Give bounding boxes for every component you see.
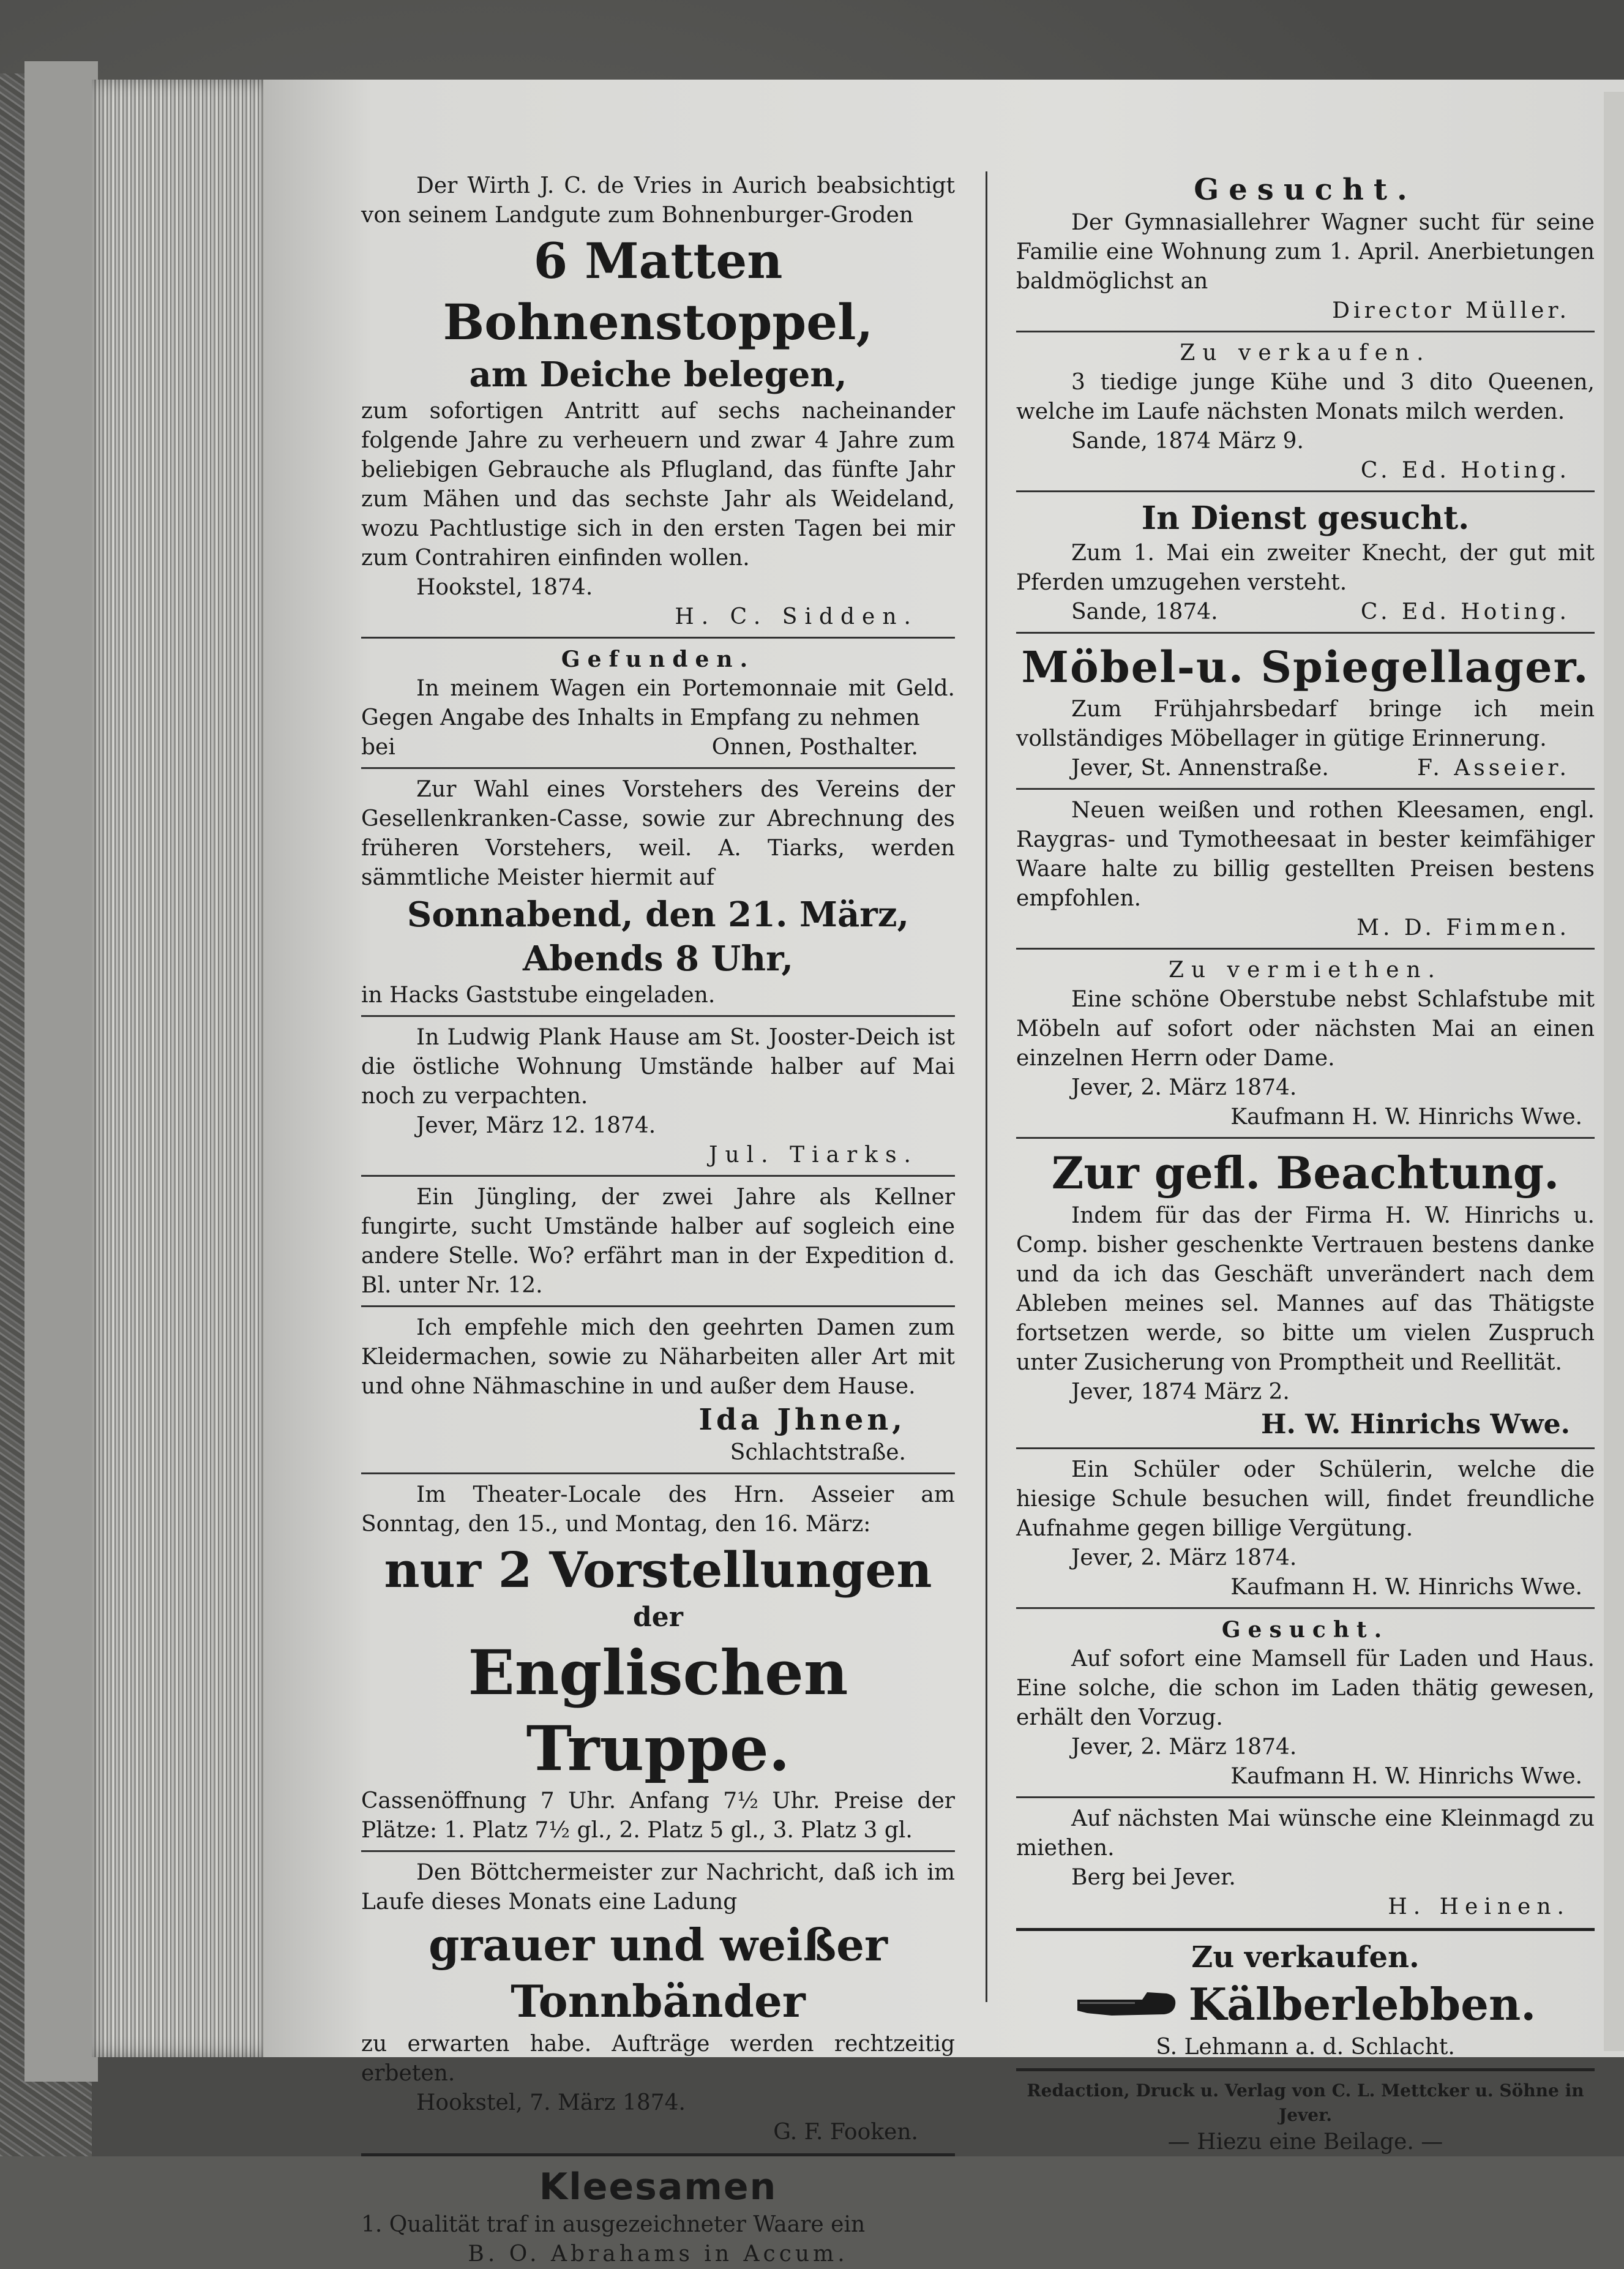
ad-kellner — [361, 1183, 955, 1300]
ad-body: In meinem Wagen ein Portemonnaie mit Geld. Gegen Angabe des Inhalts in Empfang zu nehmen — [361, 676, 955, 730]
ad-place-date: Hookstel, 1874. — [416, 575, 593, 600]
ad-body: Eine schöne Oberstube nebst Schlafstube mit Möbeln auf sofort oder nächsten Mai an einen einzelnen Herrn oder Dame. — [1016, 987, 1595, 1071]
page-stack-edge — [92, 80, 275, 2057]
supplement-note: — Hiezu eine Beilage. — — [1167, 2129, 1443, 2155]
ad-heading: Zu verkaufen. — [1191, 1940, 1420, 1975]
left-column — [361, 171, 955, 2269]
ad-signature: G. F. Fooken. — [773, 2120, 918, 2145]
ad-separator — [1016, 490, 1595, 492]
ad-body-2: zu erwarten habe. Aufträge werden rechtzeitig erbeten. — [361, 2031, 955, 2086]
ad-heading: In Dienst gesucht. — [1141, 500, 1470, 537]
ad-place-date: Jever, St. Annenstraße. — [1071, 756, 1329, 781]
ad-heading: Gesucht. — [1221, 1617, 1390, 1643]
ad-separator — [1016, 1796, 1595, 1798]
ad-separator — [361, 1472, 955, 1474]
ad-signature: S. Lehmann a. d. Schlacht. — [1156, 2035, 1455, 2060]
ad-separator — [1016, 331, 1595, 332]
ad-body: Auf nächsten Mai wünsche eine Kleinmagd zu miethen. — [1016, 1806, 1595, 1861]
ad-place-date: Berg bei Jever. — [1071, 1865, 1236, 1890]
ad-heading: Gefunden. — [561, 647, 755, 672]
ad-body: 3 tiedige junge Kühe und 3 dito Queenen, welche im Laufe nächsten Monats milch werden. — [1016, 370, 1595, 424]
ad-place-date: Hookstel, 7. März 1874. — [416, 2090, 686, 2115]
ad-subheadline: Tonnbänder — [511, 1975, 806, 2027]
ad-gesucht-wohnung — [1016, 171, 1595, 326]
ad-tonnbaender — [361, 1858, 955, 2147]
ad-intro: Der Wirth J. C. de Vries in Aurich beabsichtigt von seinem Landgute zum Bohnenburger-Groden — [361, 173, 955, 228]
ad-schueler — [1016, 1455, 1595, 1602]
ad-headline-truppe: Englischen Truppe. — [468, 1637, 848, 1785]
ad-body: In Ludwig Plank Hause am St. Jooster-Deich ist die östliche Wohnung Umstände halber auf Mai noch zu verpachten. — [361, 1025, 955, 1109]
ad-signature: Director Müller. — [1332, 298, 1570, 323]
ad-separator — [1016, 948, 1595, 950]
ad-name: Ida Jhnen, — [698, 1403, 906, 1437]
ad-headline: grauer und weißer — [428, 1919, 888, 1971]
ad-separator — [361, 767, 955, 769]
ad-gesellenkasse — [361, 775, 955, 1010]
ad-signature: B. O. Abrahams in Accum. — [468, 2241, 848, 2267]
ad-separator — [361, 637, 955, 639]
ad-kleidermachen — [361, 1313, 955, 1468]
ad-separator — [1016, 1607, 1595, 1609]
ad-heading: Zu vermiethen. — [1168, 958, 1443, 983]
ad-subheadline: am Deiche belegen, — [469, 354, 847, 395]
ad-headline: nur 2 Vorstellungen — [384, 1541, 932, 1599]
ad-body: Zum Frühjahrsbedarf bringe ich mein vollständiges Möbellager in gütige Erinnerung. — [1016, 697, 1595, 751]
ad-headline: Kleesamen — [539, 2166, 777, 2208]
ad-signature-row — [361, 733, 955, 762]
ad-street: Schlachtstraße. — [730, 1440, 906, 1465]
ad-gefunden — [361, 645, 955, 762]
ad-place-date: Jever, 2. März 1874. — [1071, 1545, 1297, 1570]
ad-moebellager — [1016, 640, 1595, 783]
ad-separator — [361, 1175, 955, 1177]
column-divider — [986, 171, 987, 2002]
ad-wohnung-verpachten — [361, 1023, 955, 1170]
ad-signature: F. Asseier. — [1416, 756, 1570, 781]
ad-place-date: Sande, 1874. — [1071, 599, 1218, 624]
ad-signature: Kaufmann H. W. Hinrichs Wwe. — [1230, 1764, 1582, 1789]
ad-body: Ein Schüler oder Schülerin, welche die hiesige Schule besuchen will, findet freundliche Aufnahme gegen billige Vergütung. — [1016, 1457, 1595, 1541]
imprint-credit: Redaction, Druck u. Verlag von C. L. Mettcker u. Söhne in Jever. — [1027, 2080, 1584, 2125]
ad-separator — [1016, 788, 1595, 790]
ad-signature: Kaufmann H. W. Hinrichs Wwe. — [1230, 1104, 1582, 1130]
ad-place-date: Jever, 2. März 1874. — [1071, 1075, 1297, 1100]
ad-place-date: Jever, März 12. 1874. — [416, 1113, 656, 1138]
ad-separator — [1016, 1137, 1595, 1139]
page-right-edge — [1604, 92, 1624, 2051]
ad-signature: M. D. Fimmen. — [1356, 915, 1570, 940]
ad-signature: C. Ed. Hoting. — [1360, 458, 1570, 483]
ad-englische-truppe — [361, 1480, 955, 1845]
ad-body: 1. Qualität traf in ausgezeichneter Waare ein — [361, 2212, 866, 2237]
ad-signature-row — [1016, 754, 1595, 783]
ad-zu-vermiethen — [1016, 956, 1595, 1132]
ad-signature: H. W. Hinrichs Wwe. — [1260, 1409, 1570, 1440]
pointing-hand-icon — [1075, 1986, 1179, 2023]
ad-headline: Möbel-u. Spiegellager. — [1021, 642, 1590, 692]
ad-separator — [361, 1850, 955, 1852]
ad-headline-row — [1016, 1976, 1595, 2033]
ad-gesucht-mamsell — [1016, 1615, 1595, 1791]
ad-separator — [361, 1015, 955, 1017]
ad-body: Den Böttchermeister zur Nachricht, daß ich im Laufe dieses Monats eine Ladung — [361, 1860, 955, 1915]
ad-signature: C. Ed. Hoting. — [1360, 599, 1570, 624]
ad-headline: Sonnabend, den 21. März, — [406, 894, 910, 935]
ad-kleinmagd — [1016, 1804, 1595, 1922]
ad-signature-row — [1016, 598, 1595, 627]
ad-place-date: Jever, 1874 März 2. — [1071, 1379, 1290, 1405]
ad-signature: Onnen, Posthalter. — [711, 735, 918, 760]
ad-signature: Jul. Tiarks. — [709, 1142, 918, 1168]
ad-separator — [1016, 1447, 1595, 1449]
ad-body: zum sofortigen Antritt auf sechs nacheinander folgende Jahre zu verheuern und zwar 4 Jahre zum beliebigen Gebrauche als Pflugland, das fünfte Jahr zum Mähen und das sechste Jahr als Weideland, wozu Pachtlustige sich in den ersten Tagen bei mir zum Contrahiren einfinden wollen. — [361, 399, 955, 571]
ad-kleesamen — [361, 2164, 955, 2269]
ad-tail: in Hacks Gaststube eingeladen. — [361, 983, 716, 1008]
book-cover — [24, 61, 98, 2082]
ad-details: Cassenöffnung 7 Uhr. Anfang 7½ Uhr. Preise der Plätze: 1. Platz 7½ gl., 2. Platz 5 gl., 3. Platz 3 gl. — [361, 1788, 955, 1843]
ad-place-date: Jever, 2. März 1874. — [1071, 1735, 1297, 1760]
ad-dienst-gesucht — [1016, 498, 1595, 627]
ad-separator — [361, 2153, 955, 2156]
ad-body: Zum 1. Mai ein zweiter Knecht, der gut mit Pferden umzugehen versteht. — [1016, 541, 1595, 595]
ad-headline: Zur gefl. Beachtung. — [1051, 1147, 1560, 1199]
ad-body: Ich empfehle mich den geehrten Damen zum Kleidermachen, sowie zu Näharbeiten aller Art mit und ohne Nähmaschine in und außer dem Hause. — [361, 1315, 955, 1399]
ad-bohnenstoppel — [361, 171, 955, 632]
ad-separator — [361, 1305, 955, 1307]
ad-signature: H. C. Sidden. — [675, 604, 918, 629]
ad-heading: Gesucht. — [1194, 173, 1417, 207]
ad-place-date: Sande, 1874 März 9. — [1071, 429, 1304, 454]
page-footer — [1016, 2079, 1595, 2157]
ad-body: Neuen weißen und rothen Kleesamen, engl. Raygras- und Tymotheesaat in bester keimfähiger Waare halte zu billig gestellten Preisen bestens empfohlen. — [1016, 798, 1595, 911]
ad-signature: H. Heinen. — [1388, 1894, 1570, 1919]
ad-kleesamen-fimmen — [1016, 796, 1595, 943]
ad-heading: Zu verkaufen. — [1180, 340, 1431, 366]
ad-headline: Kälberlebben. — [1188, 1978, 1536, 2030]
ad-beachtung — [1016, 1145, 1595, 1442]
ad-body: Auf sofort eine Mamsell für Laden und Haus. Eine solche, die schon im Laden thätig gewesen, erhält den Vorzug. — [1016, 1646, 1595, 1730]
ad-body: Der Gymnasiallehrer Wagner sucht für seine Familie eine Wohnung zum 1. April. Anerbietungen baldmöglichst an — [1016, 210, 1595, 294]
ad-headline: 6 Matten Bohnenstoppel, — [443, 232, 874, 351]
ad-body: Indem für das der Firma H. W. Hinrichs u. Comp. bisher geschenkte Vertrauen bestens danke und da ich das Geschäft unverändert nach dem Ableben meines sel. Mannes auf das Thätigste fortsetzen werde, so bitte um vielen Zuspruch unter Zusicherung von Promptheit und Reellität. — [1016, 1203, 1595, 1375]
ad-separator — [1016, 632, 1595, 634]
ad-separator — [1016, 1928, 1595, 1931]
ad-body: Ein Jüngling, der zwei Jahre als Kellner fungirte, sucht Umstände halber auf sogleich eine andere Stelle. Wo? erfährt man in der Expedition d. Bl. unter Nr. 12. — [361, 1185, 955, 1298]
ad-separator — [1016, 2068, 1595, 2071]
ad-kaelberlebben — [1016, 1938, 1595, 2062]
ad-body: Im Theater-Locale des Hrn. Asseier am Sonntag, den 15., und Montag, den 16. März: — [361, 1482, 955, 1537]
ad-subheadline: Abends 8 Uhr, — [522, 939, 794, 979]
ad-body: Zur Wahl eines Vorstehers des Vereins der Gesellenkranken-Casse, sowie zur Abrechnung des früheren Vorstehers, weil. A. Tiarks, werden sämmtliche Meister hiermit auf — [361, 777, 955, 890]
ad-signature: Kaufmann H. W. Hinrichs Wwe. — [1230, 1575, 1582, 1600]
ad-kuehe-verkaufen — [1016, 339, 1595, 486]
ad-bei: bei — [361, 735, 395, 760]
ad-headline-der: der — [633, 1602, 683, 1633]
right-column — [1016, 171, 1595, 2157]
